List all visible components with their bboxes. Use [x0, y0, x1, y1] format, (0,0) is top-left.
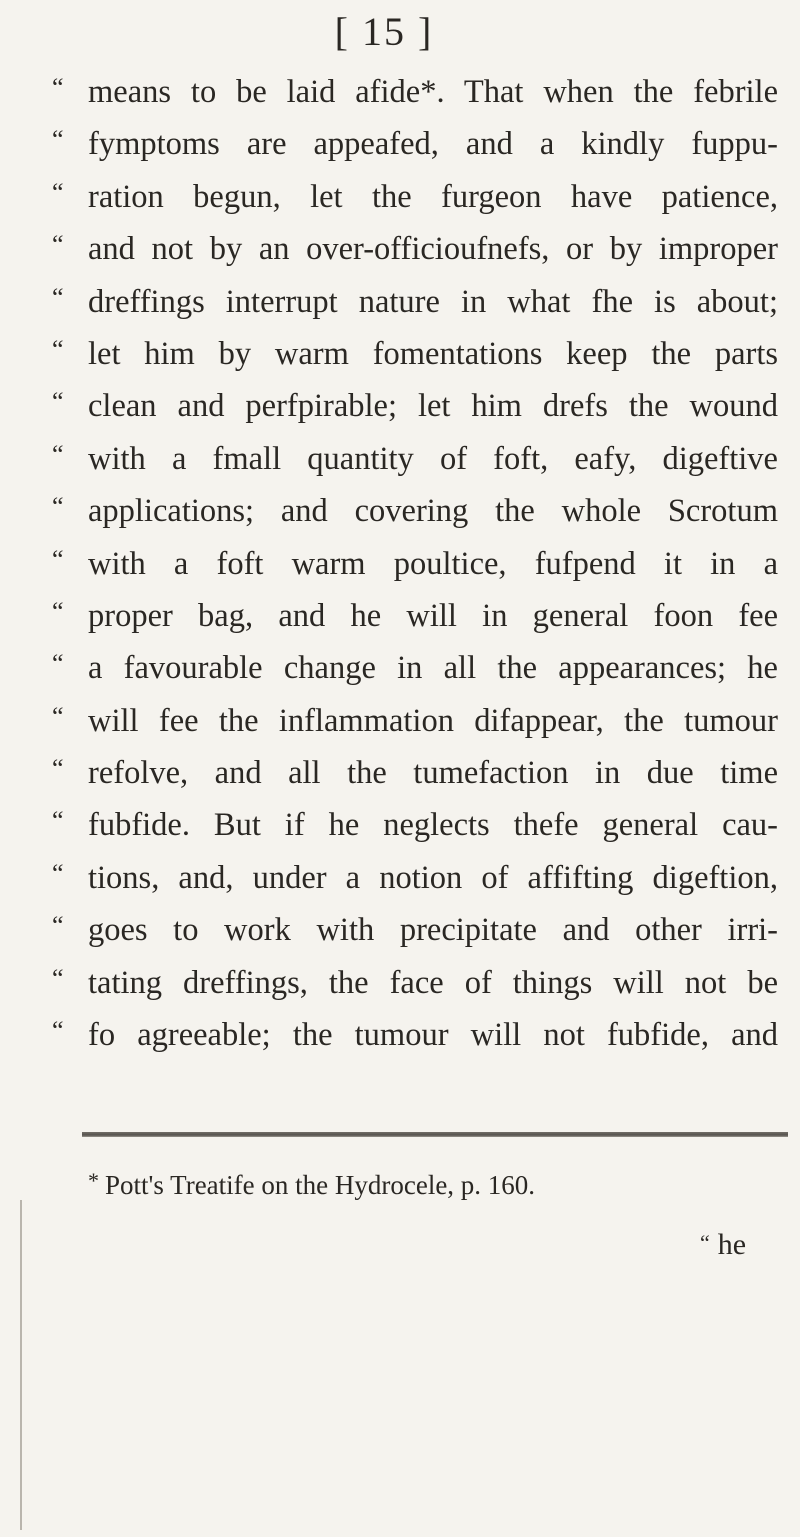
text-line — [52, 747, 788, 799]
quote-mark: “ — [52, 1016, 64, 1046]
quote-mark: “ — [52, 439, 64, 469]
quote-mark: “ — [52, 230, 64, 260]
text-line — [52, 66, 788, 118]
text-line — [52, 223, 788, 275]
quote-mark: “ — [52, 754, 64, 784]
line-text: proper bag, and he will in general foon fee — [88, 597, 778, 634]
text-line — [52, 485, 788, 537]
line-text: fymptoms are appeafed, and a kindly fuppu- — [88, 126, 778, 163]
catchword — [700, 1228, 746, 1262]
text-line — [52, 642, 788, 694]
line-text: a favourable change in all the appearances; he — [88, 650, 778, 687]
quote-mark: “ — [52, 73, 64, 102]
text-line — [52, 118, 788, 170]
text-line — [52, 695, 788, 747]
text-line — [52, 276, 788, 328]
line-text: tating dreffings, the face of things will not be — [88, 964, 778, 1001]
footnote — [88, 1168, 535, 1201]
line-text: applications; and covering the whole Scrotum — [88, 493, 778, 530]
quote-mark: “ — [52, 387, 64, 417]
line-text: let him by warm fomentations keep the parts — [88, 335, 778, 372]
quote-mark: “ — [52, 649, 64, 679]
line-text: goes to work with precipitate and other irri- — [88, 912, 778, 949]
quote-mark: “ — [52, 492, 64, 522]
quote-mark: “ — [52, 334, 64, 364]
text-line — [52, 380, 788, 432]
text-line — [52, 799, 788, 851]
footnote-text: Pott's Treatife on the Hydrocele, p. 160. — [105, 1170, 536, 1200]
quote-mark: “ — [52, 125, 64, 155]
footnote-rule — [82, 1132, 788, 1137]
quote-mark: “ — [52, 596, 64, 626]
text-line — [52, 957, 788, 1009]
body-text — [52, 66, 788, 1061]
line-text: will fee the inflammation difappear, the tumour — [88, 702, 778, 739]
quote-mark: “ — [52, 806, 64, 836]
line-text: clean and perfpirable; let him drefs the wound — [88, 388, 778, 425]
catchword-text: he — [717, 1228, 747, 1261]
line-text: fubfide. But if he neglects thefe general cau- — [88, 807, 778, 844]
line-text: with a fmall quantity of foft, eafy, digeftive — [88, 440, 778, 477]
line-text: with a foft warm poultice, fufpend it in a — [88, 545, 778, 582]
quote-mark: “ — [52, 963, 64, 993]
page-number: [ 15 ] — [334, 9, 434, 54]
line-text: dreffings interrupt nature in what fhe is about; — [88, 283, 778, 320]
text-line — [52, 538, 788, 590]
footnote-mark: * — [88, 1168, 99, 1193]
line-text: refolve, and all the tumefaction in due time — [88, 755, 778, 792]
page-edge-shadow — [20, 1200, 22, 1530]
text-line — [52, 852, 788, 904]
quote-mark: “ — [52, 858, 64, 888]
text-line — [52, 433, 788, 485]
quote-mark: “ — [52, 177, 64, 207]
text-line — [52, 904, 788, 956]
line-text: and not by an over-officioufnefs, or by improper — [88, 231, 778, 268]
quote-mark: “ — [52, 544, 64, 574]
text-line — [52, 171, 788, 223]
quote-mark: “ — [700, 1230, 710, 1255]
text-line — [52, 590, 788, 642]
line-text: tions, and, under a notion of affifting digeftion, — [88, 859, 778, 896]
quote-mark: “ — [52, 282, 64, 312]
quote-mark: “ — [52, 911, 64, 941]
line-text: fo agreeable; the tumour will not fubfide, and — [88, 1017, 778, 1054]
text-line — [52, 1009, 788, 1061]
line-text: ration begun, let the furgeon have patience, — [88, 178, 778, 215]
line-text: means to be laid afide*. That when the febrile — [88, 74, 778, 110]
text-line — [52, 328, 788, 380]
quote-mark: “ — [52, 701, 64, 731]
